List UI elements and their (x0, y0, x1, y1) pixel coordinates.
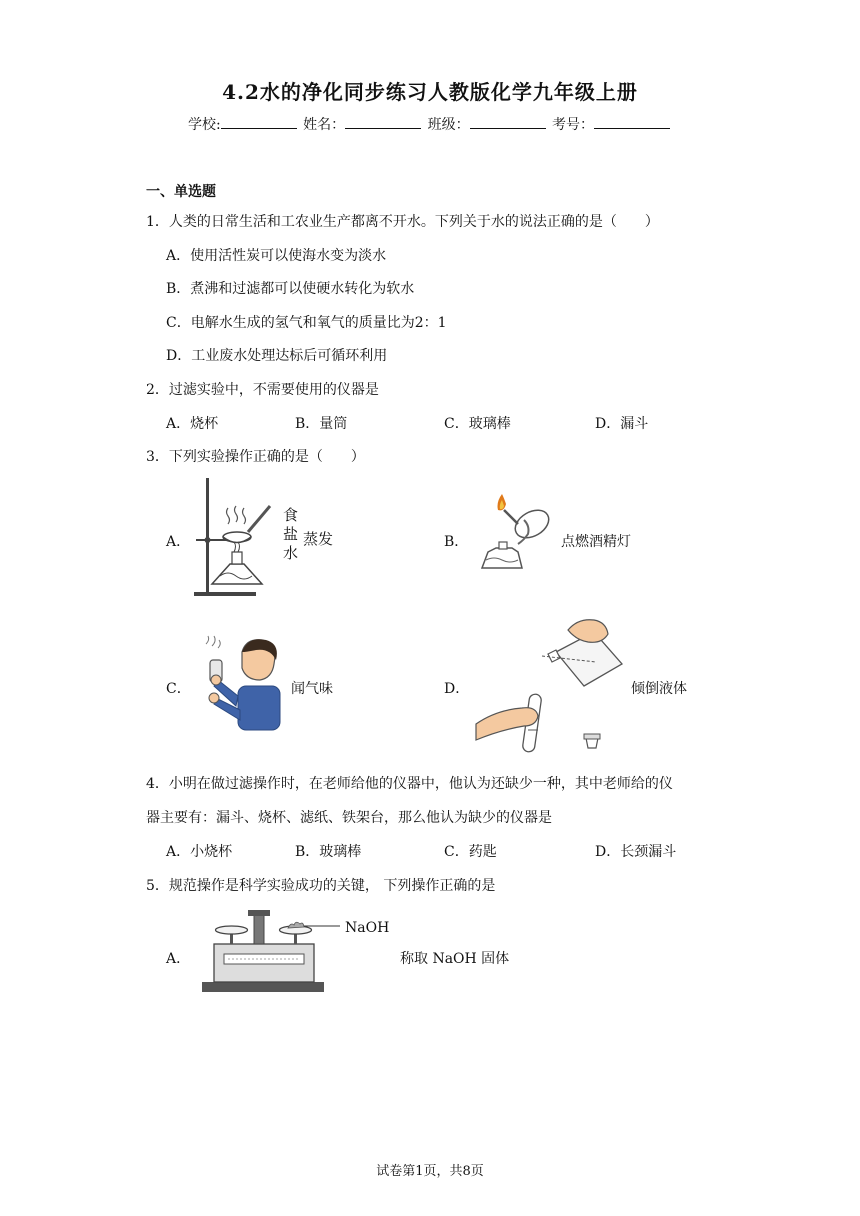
exam-no-blank[interactable] (594, 114, 670, 129)
q5-option-a-caption: 称取 NaOH 固体 (400, 951, 510, 967)
q3-option-a-caption: 蒸发 (303, 530, 334, 548)
student-info-line (0, 114, 860, 134)
saltwater-vertical-label (283, 506, 299, 563)
q5-option-a-letter[interactable]: A． (166, 951, 191, 967)
page-title: 4.2水的净化同步练习人教版化学九年级上册 (222, 80, 638, 104)
saltwater-char-3: 水 (283, 544, 299, 562)
q3-option-c-letter[interactable]: C． (166, 681, 191, 697)
question-1-stem: 1．人类的日常生活和工农业生产都离不开水。下列关于水的说法正确的是（ ） (146, 214, 659, 230)
question-4-stem-line-1: 4．小明在做过滤操作时，在老师给他的仪器中，他认为还缺少一种，其中老师给的仪 (146, 776, 673, 792)
name-label: 姓名： (303, 117, 346, 133)
smelling-gas-figure (196, 636, 288, 734)
q1-option-b[interactable]: B．煮沸和过滤都可以使硬水转化为软水 (166, 281, 415, 297)
saltwater-char-1: 食 (283, 506, 299, 524)
q3-option-d-letter[interactable]: D． (444, 681, 470, 697)
name-blank[interactable] (345, 114, 421, 129)
q4-option-a[interactable]: A．小烧杯 (166, 844, 233, 860)
q3-option-a-letter[interactable]: A． (166, 534, 191, 550)
class-blank[interactable] (470, 114, 546, 129)
evaporation-apparatus-figure (190, 476, 295, 600)
exam-no-label: 考号： (552, 117, 595, 133)
q3-option-b-caption: 点燃酒精灯 (561, 534, 631, 550)
question-3-stem: 3．下列实验操作正确的是（ ） (146, 449, 365, 465)
alcohol-lamp-figure (470, 490, 560, 586)
q3-option-c-caption: 闻气味 (291, 681, 333, 697)
class-label: 班级： (427, 117, 470, 133)
q1-option-c[interactable]: C．电解水生成的氢气和氧气的质量比为2：1 (166, 315, 447, 331)
q3-option-b-letter[interactable]: B． (444, 534, 469, 550)
naoh-figure-label: NaOH (345, 920, 390, 936)
q4-option-c[interactable]: C．药匙 (444, 844, 497, 860)
saltwater-char-2: 盐 (283, 525, 299, 543)
q1-option-a[interactable]: A．使用活性炭可以使海水变为淡水 (166, 248, 387, 264)
q3-option-d-caption: 倾倒液体 (631, 681, 687, 697)
q1-option-d[interactable]: D．工业废水处理达标后可循环利用 (166, 348, 388, 364)
q4-option-b[interactable]: B．玻璃棒 (295, 844, 362, 860)
pouring-liquid-figure (476, 612, 626, 760)
q4-option-d[interactable]: D．长颈漏斗 (595, 844, 677, 860)
q2-option-a[interactable]: A．烧杯 (166, 416, 219, 432)
question-2-stem: 2．过滤实验中，不需要使用的仪器是 (146, 382, 379, 398)
page-footer: 试卷第1页，共8页 (376, 1164, 484, 1179)
school-label: 学校: (187, 117, 221, 133)
q2-option-b[interactable]: B．量筒 (295, 416, 348, 432)
question-4-stem-line-2: 器主要有：漏斗、烧杯、滤纸、铁架台，那么他认为缺少的仪器是 (146, 810, 552, 826)
q2-option-c[interactable]: C．玻璃棒 (444, 416, 511, 432)
section-heading: 一、单选题 (146, 184, 216, 200)
school-blank[interactable] (221, 114, 297, 129)
question-5-stem: 5．规范操作是科学实验成功的关键， 下列操作正确的是 (146, 878, 496, 894)
q2-option-d[interactable]: D．漏斗 (595, 416, 649, 432)
